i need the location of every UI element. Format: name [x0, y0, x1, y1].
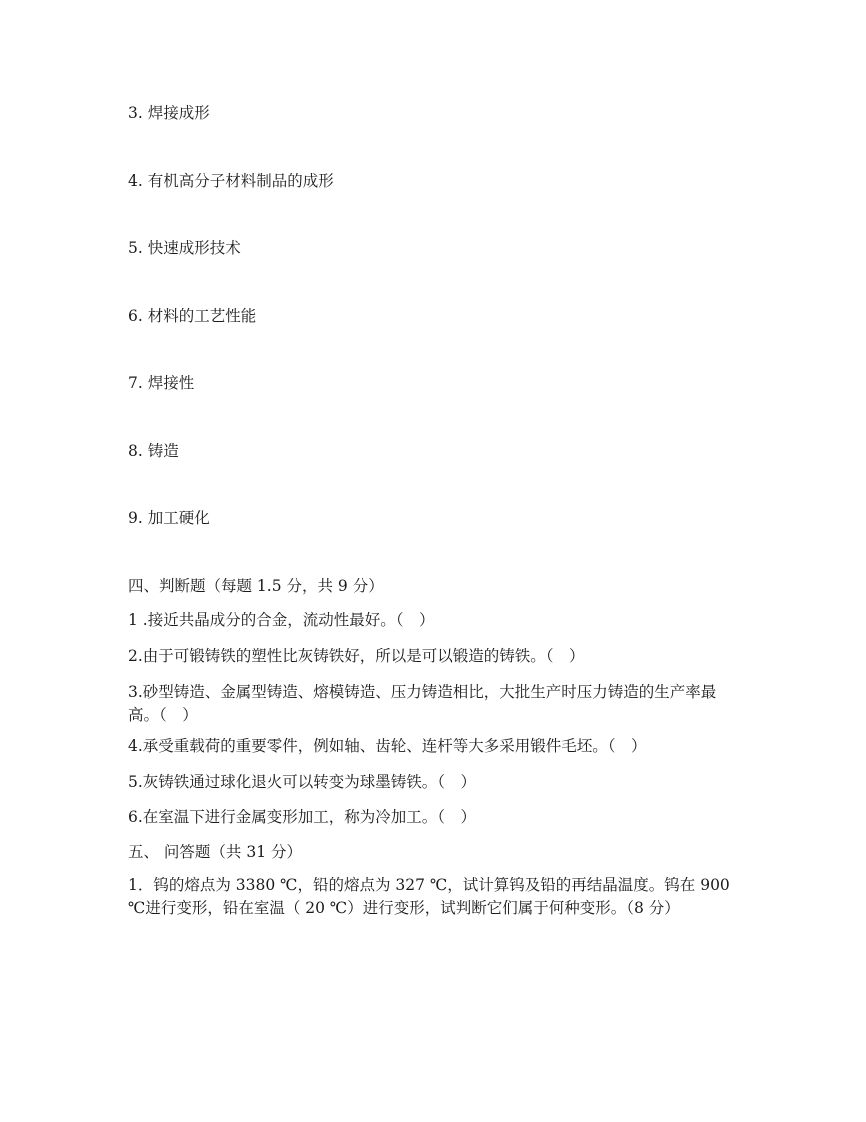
question-item-1: 1．钨的熔点为 3380 ℃，铅的熔点为 327 ℃，试计算钨及铅的再结晶温度。钨在 900 ℃进行变形，铅在室温（ 20 ℃）进行变形，试判断它们属于何种变形。（8 分） [128, 876, 730, 917]
judgement-item-3: 3.砂型铸造、金属型铸造、熔模铸造、压力铸造相比，大批生产时压力铸造的生产率最高。（ ） [128, 683, 717, 724]
term-5: 5. 快速成形技术 [128, 239, 241, 257]
judgement-item-4: 4.承受重载荷的重要零件，例如轴、齿轮、连杆等大多采用锻件毛坯。（ ） [128, 737, 647, 755]
term-8: 8. 铸造 [128, 442, 179, 460]
term-9: 9. 加工硬化 [128, 509, 210, 527]
term-6: 6. 材料的工艺性能 [128, 307, 257, 325]
judgement-item-1: 1 .接近共晶成分的合金，流动性最好。（ ） [128, 611, 435, 629]
judgement-item-5: 5.灰铸铁通过球化退火可以转变为球墨铸铁。（ ） [128, 773, 477, 791]
term-4: 4. 有机高分子材料制品的成形 [128, 172, 334, 190]
section-heading-questions: 五、 问答题（共 31 分） [128, 843, 303, 861]
judgement-item-2: 2.由于可锻铸铁的塑性比灰铸铁好，所以是可以锻造的铸铁。（ ） [128, 647, 585, 665]
term-3: 3. 焊接成形 [128, 104, 210, 122]
section-heading-judgement: 四、判断题（每题 1.5 分，共 9 分） [128, 577, 384, 595]
judgement-item-6: 6.在室温下进行金属变形加工，称为冷加工。（ ） [128, 808, 477, 826]
term-7: 7. 焊接性 [128, 374, 195, 392]
